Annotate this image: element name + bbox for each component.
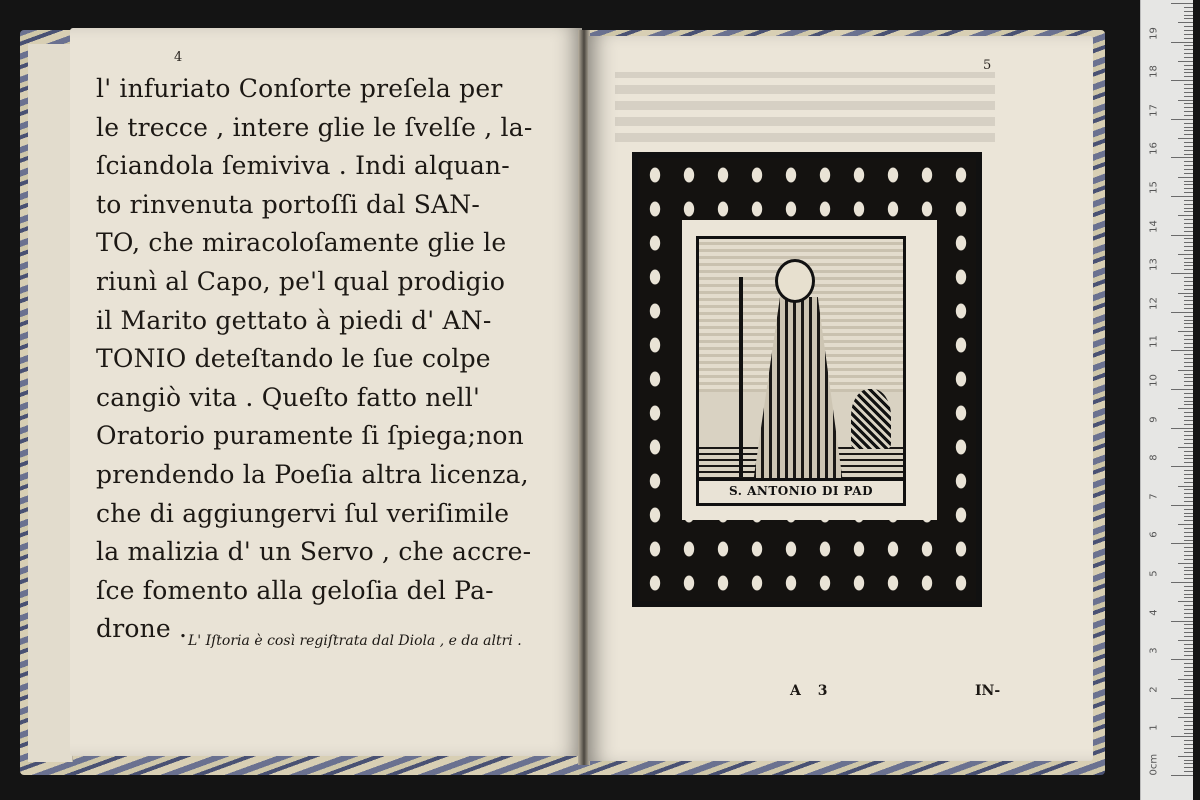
ruler-tick <box>1184 354 1193 355</box>
ruler-tick <box>1178 524 1193 525</box>
ruler-tick <box>1171 119 1193 120</box>
ruler-tick <box>1171 3 1193 4</box>
ruler-tick <box>1184 165 1193 166</box>
ruler-tick <box>1184 142 1193 143</box>
ruler-tick <box>1184 115 1193 116</box>
ruler-tick <box>1184 462 1193 463</box>
ruler-tick <box>1184 420 1193 421</box>
ruler-tick <box>1184 146 1193 147</box>
right-page-number: 5 <box>983 58 992 73</box>
ruler-tick <box>1171 350 1193 351</box>
ruler-tick <box>1184 655 1193 656</box>
ruler-tick <box>1184 381 1193 382</box>
ruler-tick <box>1171 389 1193 390</box>
lily-stem <box>739 277 743 477</box>
page-edges <box>28 44 73 762</box>
text-line: cangiò vita . Queſto fatto nell' <box>96 382 481 412</box>
ruler-tick <box>1184 38 1193 39</box>
ruler-tick <box>1184 208 1193 209</box>
ruler-tick <box>1184 574 1193 575</box>
ruler-label: 4 <box>1148 608 1160 616</box>
ruler-tick <box>1178 370 1193 371</box>
ruler-tick <box>1184 470 1193 471</box>
ruler-tick <box>1171 235 1193 236</box>
ruler-tick <box>1184 570 1193 571</box>
ruler-tick <box>1184 713 1193 714</box>
ruler-tick <box>1184 628 1193 629</box>
catchword: IN- <box>975 683 1001 699</box>
ruler-tick <box>1184 111 1193 112</box>
ruler-tick <box>1184 385 1193 386</box>
ruler-label: 14 <box>1148 219 1160 233</box>
ruler-tick <box>1171 736 1193 737</box>
ruler-label: 2 <box>1148 686 1160 693</box>
ruler-tick <box>1178 331 1193 332</box>
ruler-tick <box>1184 578 1193 579</box>
text-line: drone . <box>96 614 188 644</box>
ruler-tick <box>1184 150 1193 151</box>
ruler-tick <box>1184 11 1193 12</box>
ruler-tick <box>1184 362 1193 363</box>
text-line: Oratorio puramente ſi ſpiega;non <box>96 421 524 451</box>
woodcut-illustration <box>632 152 982 607</box>
ruler-tick <box>1184 528 1193 529</box>
ruler-tick <box>1178 293 1193 294</box>
ruler-tick <box>1184 223 1193 224</box>
ruler-tick <box>1184 540 1193 541</box>
ruler-tick <box>1184 231 1193 232</box>
ruler-tick <box>1184 347 1193 348</box>
ruler-tick <box>1184 721 1193 722</box>
ruler-tick <box>1184 443 1193 444</box>
ruler-tick <box>1184 188 1193 189</box>
ruler-tick <box>1184 597 1193 598</box>
ruler-tick <box>1184 250 1193 251</box>
ruler-tick <box>1184 18 1193 19</box>
ruler-tick <box>1184 431 1193 432</box>
ruler-tick <box>1184 65 1193 66</box>
ruler-tick <box>1184 339 1193 340</box>
ruler-tick <box>1184 103 1193 104</box>
ruler-label: 8 <box>1148 454 1160 461</box>
ruler-label: 16 <box>1148 142 1160 156</box>
ruler-tick <box>1184 173 1193 174</box>
ruler-tick <box>1184 289 1193 290</box>
ruler-tick <box>1184 686 1193 687</box>
ruler-tick <box>1184 648 1193 649</box>
left-page-text <box>96 70 556 649</box>
ruler-tick <box>1184 246 1193 247</box>
ruler-tick <box>1171 466 1193 467</box>
ruler-tick <box>1184 76 1193 77</box>
ruler-tick <box>1184 763 1193 764</box>
ruler-tick <box>1184 605 1193 606</box>
text-line: riunì al Capo, pe'l qual prodigio <box>96 266 506 296</box>
ruler-tick <box>1184 586 1193 587</box>
ruler-tick <box>1184 636 1193 637</box>
ruler-tick <box>1184 161 1193 162</box>
ruler-tick <box>1184 320 1193 321</box>
ruler-tick <box>1184 532 1193 533</box>
ruler-label: 15 <box>1148 181 1160 194</box>
ruler-tick <box>1184 366 1193 367</box>
ruler-tick <box>1184 343 1193 344</box>
ruler-tick <box>1184 169 1193 170</box>
ruler-tick <box>1171 505 1193 506</box>
footnote: L' Iſtoria è così regiſtrata dal Diola , e da altri . <box>188 633 522 649</box>
text-line: la malizia d' un Servo , che accre- <box>96 537 532 567</box>
ruler-tick <box>1171 621 1193 622</box>
ruler-tick <box>1184 740 1193 741</box>
ruler-tick <box>1184 393 1193 394</box>
ruler-tick <box>1184 57 1193 58</box>
ruler-tick <box>1184 374 1193 375</box>
ruler-tick <box>1184 694 1193 695</box>
ruler-tick <box>1184 134 1193 135</box>
ruler-tick <box>1178 601 1193 602</box>
ruler-tick <box>1184 671 1193 672</box>
ruler-tick <box>1184 404 1193 405</box>
ruler-tick <box>1184 675 1193 676</box>
ruler-tick <box>1184 516 1193 517</box>
text-line: ſciandola ſemiviva . Indi alquan- <box>96 151 510 181</box>
ruler-tick <box>1184 690 1193 691</box>
saint-figure <box>747 257 847 485</box>
text-line: TO, che miracoloſamente glie le <box>96 228 507 258</box>
ruler-tick <box>1184 729 1193 730</box>
ruler-tick <box>1184 771 1193 772</box>
ruler-tick <box>1184 204 1193 205</box>
ruler-tick <box>1184 296 1193 297</box>
ruler-tick <box>1178 408 1193 409</box>
ruler-tick <box>1184 474 1193 475</box>
text-line: l' infuriato Conſorte preſela per <box>96 74 503 103</box>
ruler-tick <box>1184 497 1193 498</box>
ruler-tick <box>1171 196 1193 197</box>
ruler-tick <box>1184 285 1193 286</box>
ruler-label: 0cm <box>1148 753 1160 776</box>
ruler-tick <box>1171 157 1193 158</box>
measuring-ruler <box>1140 0 1193 800</box>
ruler-tick <box>1184 439 1193 440</box>
ruler-tick <box>1184 509 1193 510</box>
ruler-tick <box>1184 53 1193 54</box>
ruler-tick <box>1178 756 1193 757</box>
ruler-tick <box>1184 304 1193 305</box>
ruler-label: 11 <box>1148 335 1160 349</box>
ruler-tick <box>1184 632 1193 633</box>
ruler-tick <box>1171 42 1193 43</box>
ruler-tick <box>1184 547 1193 548</box>
ruler-tick <box>1184 96 1193 97</box>
ruler-tick <box>1178 100 1193 101</box>
ruler-tick <box>1184 489 1193 490</box>
ruler-tick <box>1184 15 1193 16</box>
ruler-tick <box>1184 706 1193 707</box>
ruler-tick <box>1178 254 1193 255</box>
ruler-tick <box>1178 215 1193 216</box>
ruler-tick <box>1171 775 1193 776</box>
ruler-tick <box>1184 594 1193 595</box>
ruler-tick <box>1184 478 1193 479</box>
ruler-tick <box>1171 312 1193 313</box>
ruler-tick <box>1184 682 1193 683</box>
ruler-tick <box>1184 551 1193 552</box>
text-line: TONIO deteſtando le ſue colpe <box>96 344 491 374</box>
ruler-label: 18 <box>1148 65 1160 79</box>
ruler-tick <box>1184 752 1193 753</box>
ruler-tick <box>1171 582 1193 583</box>
ruler-tick <box>1184 733 1193 734</box>
ruler-tick <box>1171 80 1193 81</box>
ruler-tick <box>1178 486 1193 487</box>
ruler-label: 13 <box>1148 258 1160 272</box>
signature-mark: A 3 <box>790 683 834 699</box>
tree <box>851 389 891 449</box>
ruler-tick <box>1184 609 1193 610</box>
ruler-tick <box>1184 613 1193 614</box>
ruler-tick <box>1184 513 1193 514</box>
ruler-tick <box>1184 192 1193 193</box>
ruler-tick <box>1184 258 1193 259</box>
ruler-tick <box>1184 744 1193 745</box>
ruler-tick <box>1184 327 1193 328</box>
ruler-tick <box>1184 702 1193 703</box>
ruler-label: 17 <box>1148 103 1160 117</box>
ruler-tick <box>1184 316 1193 317</box>
text-line: le trecce , intere glie le ſvelſe , la- <box>96 112 533 142</box>
ruler-tick <box>1184 767 1193 768</box>
ruler-tick <box>1178 177 1193 178</box>
ruler-tick <box>1184 130 1193 131</box>
ruler-tick <box>1184 435 1193 436</box>
ruler-tick <box>1178 640 1193 641</box>
ruler-label: 3 <box>1148 647 1160 654</box>
ruler-tick <box>1184 7 1193 8</box>
ruler-label: 12 <box>1148 296 1160 310</box>
text-line: che di aggiungervi ſul veriſimile <box>96 498 510 528</box>
ruler-tick <box>1184 281 1193 282</box>
ruler-tick <box>1184 45 1193 46</box>
ruler-tick <box>1184 416 1193 417</box>
ruler-tick <box>1184 127 1193 128</box>
ruler-tick <box>1184 451 1193 452</box>
ruler-tick <box>1184 242 1193 243</box>
ruler-tick <box>1184 238 1193 239</box>
text-line: prendendo la Poeſia altra licenza, <box>96 459 529 489</box>
ruler-tick <box>1184 181 1193 182</box>
ruler-tick <box>1184 536 1193 537</box>
ruler-tick <box>1178 563 1193 564</box>
ruler-tick <box>1184 663 1193 664</box>
ruler-tick <box>1171 428 1193 429</box>
ruler-tick <box>1184 300 1193 301</box>
woodcut-caption: S. ANTONIO DI PAD <box>699 478 903 503</box>
ruler-tick <box>1178 61 1193 62</box>
text-line: to rinvenuta portoſſi dal SAN- <box>96 189 481 219</box>
ruler-label: 6 <box>1148 531 1160 539</box>
show-through-text <box>615 72 995 142</box>
ruler-tick <box>1184 401 1193 402</box>
ruler-tick <box>1178 447 1193 448</box>
ruler-tick <box>1184 559 1193 560</box>
ruler-tick <box>1184 154 1193 155</box>
ruler-tick <box>1184 617 1193 618</box>
ruler-tick <box>1184 30 1193 31</box>
ruler-tick <box>1184 269 1193 270</box>
ruler-tick <box>1184 84 1193 85</box>
ruler-tick <box>1184 262 1193 263</box>
ruler-tick <box>1178 717 1193 718</box>
ruler-tick <box>1184 88 1193 89</box>
ruler-tick <box>1184 26 1193 27</box>
ruler-tick <box>1184 308 1193 309</box>
ruler-label: 7 <box>1148 493 1160 500</box>
ruler-tick <box>1184 520 1193 521</box>
text-line: il Marito gettato à piedi d' AN- <box>96 305 492 335</box>
ruler-tick <box>1184 377 1193 378</box>
ruler-tick <box>1184 412 1193 413</box>
ruler-tick <box>1178 679 1193 680</box>
ruler-tick <box>1184 49 1193 50</box>
ruler-tick <box>1184 184 1193 185</box>
left-page-number: 4 <box>174 50 183 65</box>
ruler-tick <box>1184 277 1193 278</box>
ruler-tick <box>1184 335 1193 336</box>
ruler-tick <box>1171 273 1193 274</box>
saint-head <box>775 259 815 303</box>
ruler-tick <box>1171 543 1193 544</box>
ruler-tick <box>1184 458 1193 459</box>
ruler-tick <box>1184 358 1193 359</box>
ruler-tick <box>1184 265 1193 266</box>
ruler-tick <box>1184 69 1193 70</box>
ruler-tick <box>1184 667 1193 668</box>
ruler-tick <box>1178 22 1193 23</box>
ruler-tick <box>1178 138 1193 139</box>
ruler-tick <box>1184 590 1193 591</box>
ruler-tick <box>1171 659 1193 660</box>
ruler-label: 19 <box>1148 26 1160 40</box>
ruler-tick <box>1184 493 1193 494</box>
ruler-label: 9 <box>1148 415 1160 423</box>
ruler-tick <box>1184 34 1193 35</box>
ruler-label: 1 <box>1148 724 1160 732</box>
ruler-tick <box>1184 397 1193 398</box>
ruler-tick <box>1184 624 1193 625</box>
ruler-tick <box>1184 227 1193 228</box>
ruler-tick <box>1184 424 1193 425</box>
ruler-tick <box>1184 709 1193 710</box>
ruler-tick <box>1184 219 1193 220</box>
text-line: ſce fomento alla geloſia del Pa- <box>96 575 494 605</box>
ruler-tick <box>1184 555 1193 556</box>
ruler-tick <box>1184 92 1193 93</box>
ruler-tick <box>1184 72 1193 73</box>
ruler-tick <box>1184 200 1193 201</box>
ruler-tick <box>1184 748 1193 749</box>
ruler-tick <box>1184 501 1193 502</box>
ruler-tick <box>1184 567 1193 568</box>
ruler-tick <box>1171 698 1193 699</box>
ruler-tick <box>1184 725 1193 726</box>
ruler-tick <box>1184 455 1193 456</box>
ruler-tick <box>1184 211 1193 212</box>
ruler-tick <box>1184 644 1193 645</box>
saint-woodcut <box>696 236 906 506</box>
ruler-tick <box>1184 760 1193 761</box>
ruler-tick <box>1184 651 1193 652</box>
friar-robe <box>753 297 843 483</box>
ruler-tick <box>1184 123 1193 124</box>
ruler-tick <box>1184 107 1193 108</box>
ruler-tick <box>1184 482 1193 483</box>
ruler-label: 5 <box>1148 570 1160 577</box>
ruler-tick <box>1184 323 1193 324</box>
ruler-label: 10 <box>1148 374 1160 387</box>
